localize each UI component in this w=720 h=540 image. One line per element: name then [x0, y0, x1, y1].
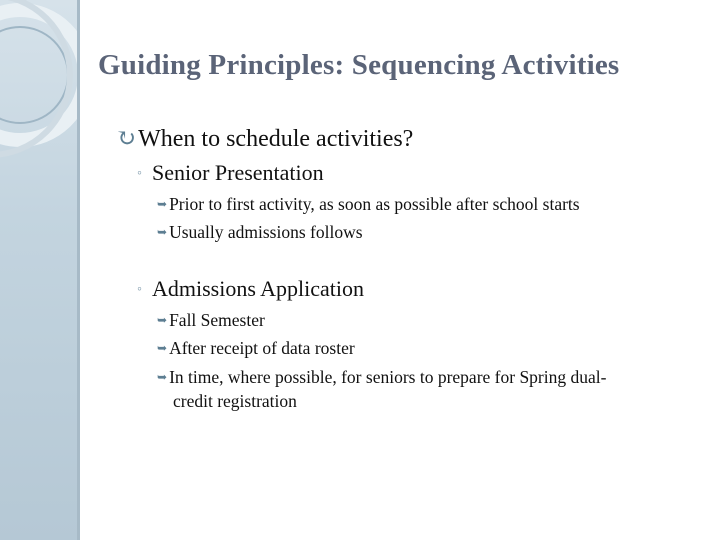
- bullet-text: In time, where possible, for seniors to prepare for Spring dual-: [169, 367, 607, 387]
- bullet-level2-senior: [137, 160, 324, 186]
- bullet-level2-admissions: [137, 276, 364, 302]
- bullet-text: Prior to first activity, as soon as possible after school starts: [169, 194, 580, 214]
- bullet-text: After receipt of data roster: [169, 338, 355, 358]
- slide-title: Guiding Principles: Sequencing Activities: [98, 49, 620, 81]
- arrow-bullet-icon: ➥: [157, 197, 168, 211]
- ring-bullet-icon: ◦: [137, 166, 142, 181]
- arrow-bullet-icon: ➥: [157, 370, 168, 384]
- bullet-level3: [157, 310, 265, 331]
- bullet-level3: [157, 222, 363, 243]
- arrow-bullet-icon: ➥: [157, 341, 168, 355]
- circle-ornament-icon: [0, 0, 80, 540]
- bullet-level3-continuation: [173, 391, 297, 412]
- bullet-text: Usually admissions follows: [169, 222, 363, 242]
- bullet-text: Admissions Application: [151, 276, 365, 301]
- bullet-text: Fall Semester: [169, 310, 265, 330]
- ring-bullet-icon: ◦: [137, 282, 142, 297]
- bullet-text: credit registration: [173, 391, 297, 411]
- bullet-level3: [157, 338, 355, 359]
- decorative-sidebar: [0, 0, 80, 540]
- bullet-text: Senior Presentation: [151, 160, 324, 185]
- bullet-level1: [116, 124, 413, 153]
- bullet-text: When to schedule activities?: [138, 126, 414, 152]
- arrow-bullet-icon: ➥: [157, 313, 168, 327]
- bullet-level3: [157, 194, 580, 215]
- arrow-bullet-icon: ➥: [157, 225, 168, 239]
- curved-arrow-bullet-icon: ↻: [116, 126, 137, 152]
- bullet-level3: [157, 367, 606, 388]
